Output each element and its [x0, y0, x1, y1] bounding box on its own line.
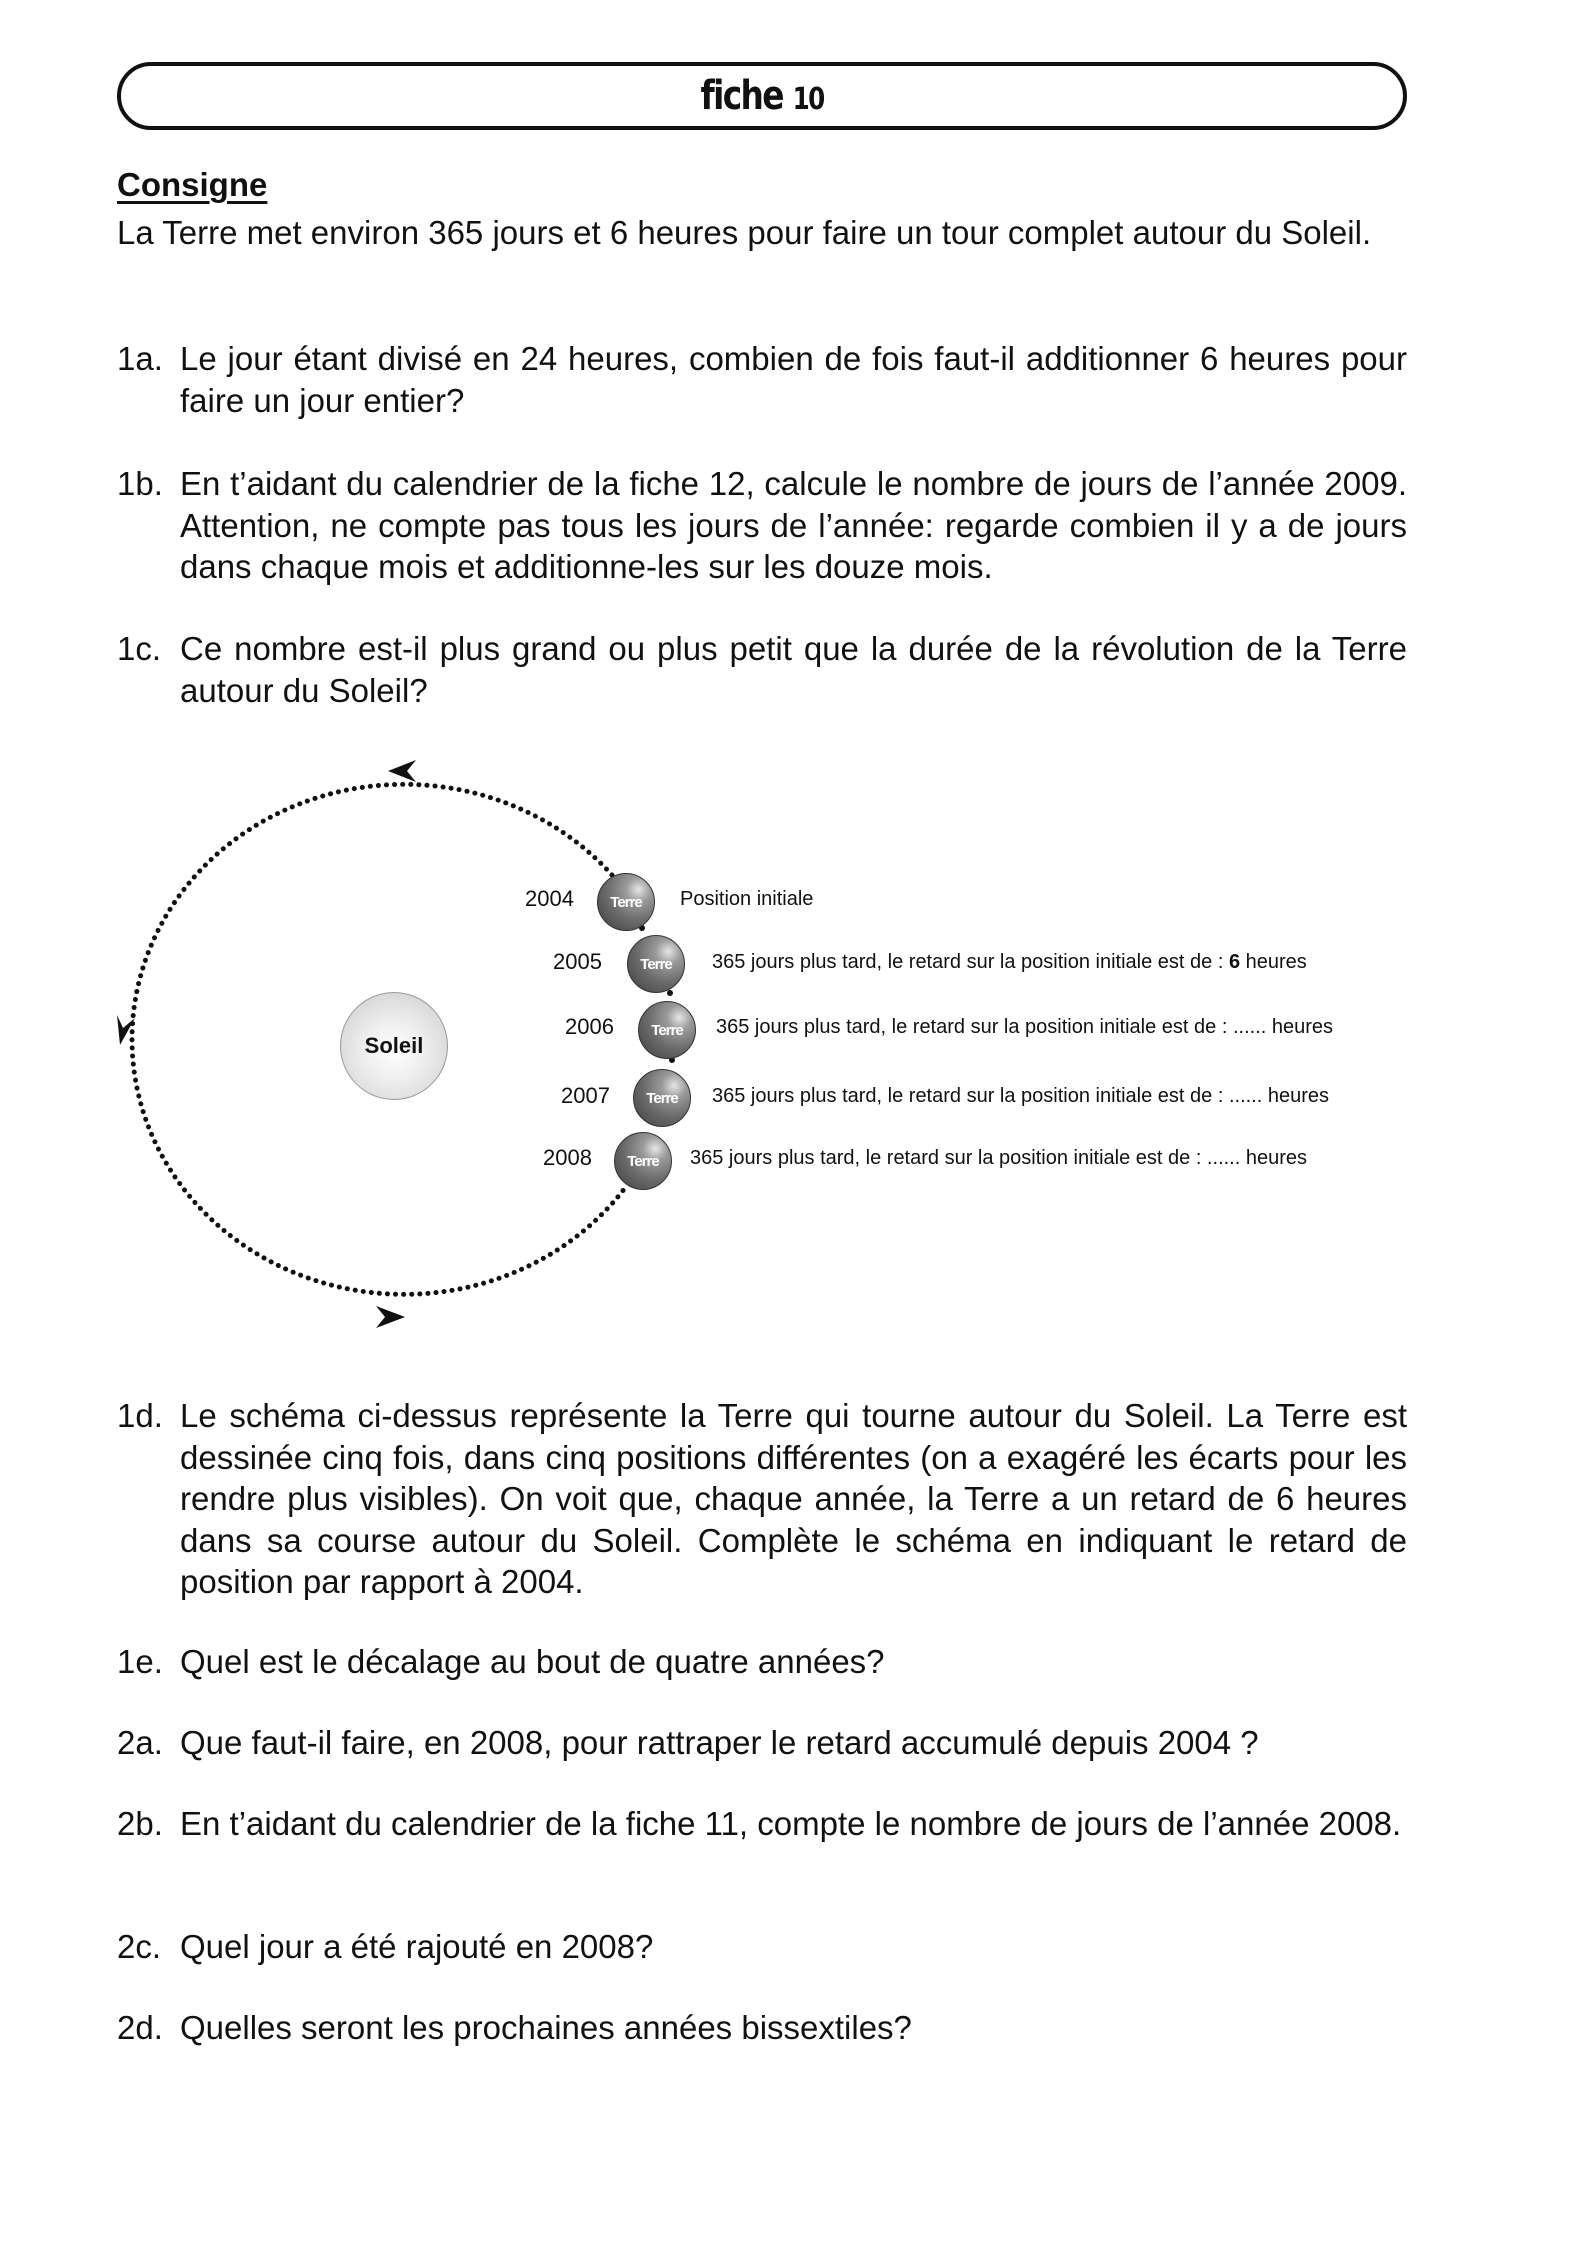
question-text: Le schéma ci-dessus représente la Terre qui tourne autour du Soleil. La Terre est dessinée cinq fois, dans cinq positions différentes (on a exagéré les écarts pour les rendre plus visibles). On voit que, chaque année, la Terre a un retard de 6 heures dans sa course autour du Soleil. Complète le schéma en indiquant le retard de position par rapport à 2004.: [180, 1397, 1407, 1600]
question-text: En t’aidant du calendrier de la fiche 11, compte le nombre de jours de l’année 2008.: [180, 1805, 1402, 1842]
delay-blank[interactable]: ......: [1206, 1147, 1241, 1169]
question-text: Quel jour a été rajouté en 2008?: [180, 1928, 654, 1965]
question-label: 1e.: [117, 1643, 163, 1680]
question-label: 1c.: [117, 630, 162, 667]
orbit-path: [0, 740, 1575, 1360]
year-label: 2006: [565, 1014, 614, 1039]
question-text: Le jour étant divisé en 24 heures, combien de fois faut-il additionner 6 heures pour faire un jour entier?: [180, 340, 1407, 419]
delay-blank[interactable]: ......: [1228, 1085, 1263, 1107]
question-2b: [117, 1803, 1407, 1845]
page-title: [700, 73, 823, 119]
question-1b: [117, 463, 1407, 588]
question-label: 2b.: [117, 1805, 163, 1842]
question-1a: [117, 338, 1407, 421]
consigne-intro: La Terre met environ 365 jours et 6 heures pour faire un tour complet autour du Soleil.: [117, 214, 1372, 251]
question-2a: [117, 1722, 1407, 1764]
consigne-heading: Consigne: [117, 166, 268, 203]
question-2d: [117, 2007, 1407, 2049]
question-label: 2a.: [117, 1724, 163, 1761]
question-text: Que faut-il faire, en 2008, pour rattraper le retard accumulé depuis 2004 ?: [180, 1724, 1259, 1761]
title-number: 10: [792, 82, 824, 117]
delay-blank[interactable]: ......: [1232, 1016, 1267, 1038]
question-label: 1b.: [117, 465, 163, 502]
year-label: 2004: [525, 886, 574, 911]
earth-icon: Terre: [627, 935, 685, 993]
position-caption: Position initiale: [680, 888, 814, 910]
question-text: En t’aidant du calendrier de la fiche 12, calcule le nombre de jours de l’année 2009. Attention, ne compte pas tous les jours de l’année: regarde combien il y a de jours dans chaque mois et additionne-les sur les douze mois.: [180, 465, 1407, 585]
title-word: fiche: [700, 73, 783, 119]
year-label: 2007: [561, 1083, 610, 1108]
position-caption: 365 jours plus tard, le retard sur la position initiale est de : ...... heures: [690, 1147, 1308, 1169]
question-2c: [117, 1926, 1407, 1968]
arrow-left-icon: [388, 760, 416, 782]
question-label: 1a.: [117, 340, 163, 377]
question-1c: [117, 628, 1407, 711]
question-1e: [117, 1641, 1407, 1683]
earth-icon: Terre: [614, 1132, 672, 1190]
question-text: Quel est le décalage au bout de quatre années?: [180, 1643, 885, 1680]
delay-value: 6: [1228, 951, 1241, 973]
page-title-box: [117, 62, 1407, 130]
earth-icon: Terre: [638, 1001, 696, 1059]
question-label: 2c.: [117, 1928, 162, 1965]
earth-icon: Terre: [633, 1069, 691, 1127]
sun-label: Soleil: [364, 1033, 424, 1058]
year-label: 2005: [553, 949, 602, 974]
question-text: Ce nombre est-il plus grand ou plus petit que la durée de la révolution de la Terre autour du Soleil?: [180, 630, 1407, 709]
question-label: 1d.: [117, 1397, 163, 1434]
arrow-right-icon: [376, 1306, 405, 1328]
question-1d: [117, 1395, 1407, 1603]
question-label: 2d.: [117, 2009, 163, 2046]
position-caption: 365 jours plus tard, le retard sur la position initiale est de : 6 heures: [712, 951, 1307, 973]
position-caption: 365 jours plus tard, le retard sur la position initiale est de : ...... heures: [716, 1016, 1334, 1038]
earth-icon: Terre: [597, 873, 655, 931]
question-text: Quelles seront les prochaines années bissextiles?: [180, 2009, 912, 2046]
orbit-diagram: [0, 740, 1575, 1360]
position-caption: 365 jours plus tard, le retard sur la position initiale est de : ...... heures: [712, 1085, 1330, 1107]
year-label: 2008: [543, 1145, 592, 1170]
sun-icon: [340, 992, 448, 1100]
